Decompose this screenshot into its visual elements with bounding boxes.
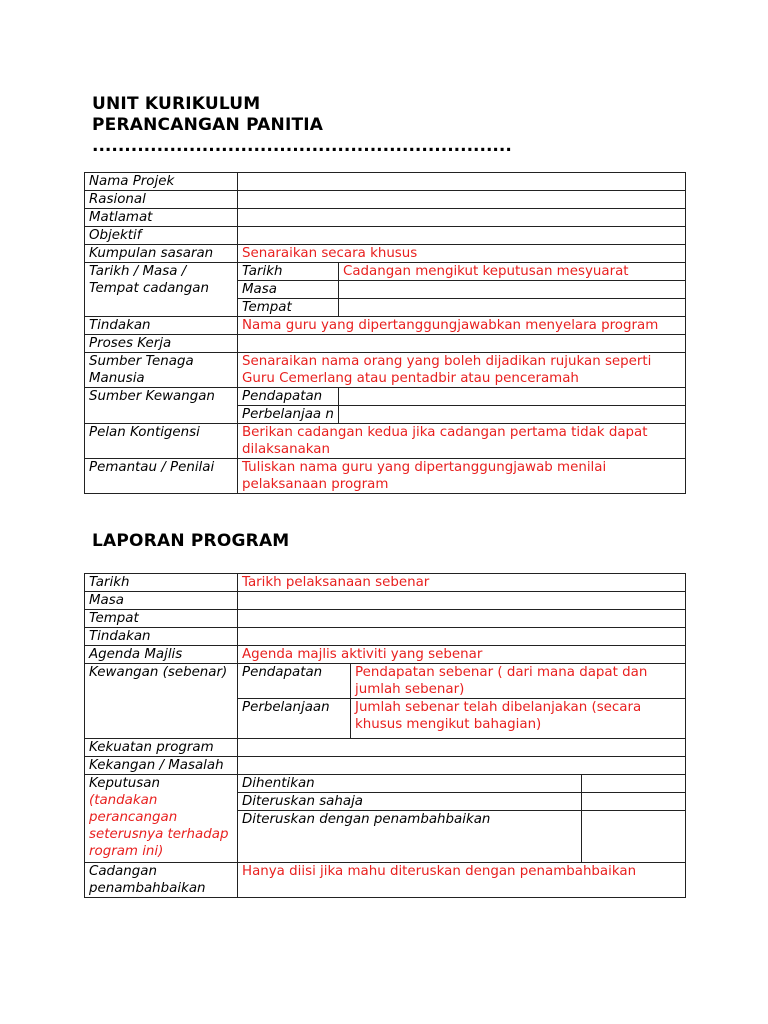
label-kewangan: Kewangan (sebenar) xyxy=(85,664,238,739)
label-agenda-majlis: Agenda Majlis xyxy=(85,646,238,664)
value-objektif[interactable] xyxy=(238,227,686,245)
label-kekangan: Kekangan / Masalah xyxy=(85,757,238,775)
table-row xyxy=(85,775,686,793)
value-tindakan[interactable] xyxy=(238,628,686,646)
report-table xyxy=(84,573,686,898)
table-row xyxy=(85,739,686,757)
note-kumpulan-sasaran: Senaraikan secara khusus xyxy=(238,245,686,263)
value-pendapatan[interactable] xyxy=(339,388,686,406)
planning-table xyxy=(84,172,686,494)
table-row xyxy=(85,664,686,699)
table-row xyxy=(85,424,686,459)
label-matlamat: Matlamat xyxy=(85,209,238,227)
label-perbelanjaan: Perbelanjaan xyxy=(238,699,351,739)
note-pemantau: Tuliskan nama guru yang dipertanggungjawab menilai pelaksanaan program xyxy=(238,459,686,494)
heading-laporan-program: LAPORAN PROGRAM xyxy=(92,531,290,551)
label-tindakan: Tindakan xyxy=(85,317,238,335)
label-masa: Masa xyxy=(238,281,339,299)
label-pelan-kontigensi: Pelan Kontigensi xyxy=(85,424,238,459)
value-nama-projek[interactable] xyxy=(238,173,686,191)
note-cadangan-penambahbaikan: Hanya diisi jika mahu diteruskan dengan penambahbaikan xyxy=(238,863,686,898)
note-tindakan: Nama guru yang dipertanggungjawabkan menyelara program xyxy=(238,317,686,335)
label-kekuatan-program: Kekuatan program xyxy=(85,739,238,757)
table-row xyxy=(85,646,686,664)
value-kekuatan-program[interactable] xyxy=(238,739,686,757)
keputusan-note: (tandakan perancangan seterusnya terhadap rogram ini) xyxy=(89,793,229,859)
checkbox-dihentikan[interactable] xyxy=(582,775,686,793)
table-row xyxy=(85,335,686,353)
label-tempat: Tempat xyxy=(238,299,339,317)
checkbox-diteruskan-penambahbaikan[interactable] xyxy=(582,811,686,863)
value-tempat[interactable] xyxy=(339,299,686,317)
note-pendapatan: Pendapatan sebenar ( dari mana dapat dan jumlah sebenar) xyxy=(351,664,686,699)
heading-unit-kurikulum: UNIT KURIKULUM xyxy=(92,94,261,114)
label-kumpulan-sasaran: Kumpulan sasaran xyxy=(85,245,238,263)
label-sumber-tenaga: Sumber Tenaga Manusia xyxy=(85,353,238,388)
value-tempat[interactable] xyxy=(238,610,686,628)
note-pelan-kontigensi: Berikan cadangan kedua jika cadangan pertama tidak dapat dilaksanakan xyxy=(238,424,686,459)
label-cadangan-penambahbaikan: Cadangan penambahbaikan xyxy=(85,863,238,898)
label-proses-kerja: Proses Kerja xyxy=(85,335,238,353)
label-keputusan xyxy=(85,775,238,863)
option-dihentikan: Dihentikan xyxy=(238,775,582,793)
label-tempat: Tempat xyxy=(85,610,238,628)
value-kekangan[interactable] xyxy=(238,757,686,775)
table-row xyxy=(85,353,686,388)
label-pemantau: Pemantau / Penilai xyxy=(85,459,238,494)
value-matlamat[interactable] xyxy=(238,209,686,227)
checkbox-diteruskan-sahaja[interactable] xyxy=(582,793,686,811)
note-perbelanjaan: Jumlah sebenar telah dibelanjakan (secara khusus mengikut bahagian) xyxy=(351,699,686,739)
label-masa: Masa xyxy=(85,592,238,610)
table-row xyxy=(85,757,686,775)
table-row xyxy=(85,191,686,209)
table-row xyxy=(85,388,686,406)
note-tarikh: Tarikh pelaksanaan sebenar xyxy=(238,574,686,592)
table-row xyxy=(85,592,686,610)
label-tindakan: Tindakan xyxy=(85,628,238,646)
note-tarikh: Cadangan mengikut keputusan mesyuarat xyxy=(339,263,686,281)
table-row xyxy=(85,227,686,245)
note-agenda-majlis: Agenda majlis aktiviti yang sebenar xyxy=(238,646,686,664)
label-tarikh: Tarikh xyxy=(85,574,238,592)
table-row xyxy=(85,209,686,227)
heading-perancangan-panitia: PERANCANGAN PANITIA xyxy=(92,115,324,135)
table-row xyxy=(85,459,686,494)
value-rasional[interactable] xyxy=(238,191,686,209)
label-objektif: Objektif xyxy=(85,227,238,245)
value-masa[interactable] xyxy=(339,281,686,299)
table-row xyxy=(85,263,686,281)
table-row xyxy=(85,628,686,646)
note-sumber-tenaga: Senaraikan nama orang yang boleh dijadikan rujukan seperti Guru Cemerlang atau pentadbir atau penceramah xyxy=(238,353,686,388)
label-tarikh-masa-tempat: Tarikh / Masa / Tempat cadangan xyxy=(85,263,238,317)
label-pendapatan: Pendapatan xyxy=(238,388,339,406)
value-proses-kerja[interactable] xyxy=(238,335,686,353)
value-perbelanjaan[interactable] xyxy=(339,406,686,424)
option-diteruskan-penambahbaikan: Diteruskan dengan penambahbaikan xyxy=(238,811,582,863)
table-row xyxy=(85,610,686,628)
label-perbelanjaan: Perbelanjaa n xyxy=(238,406,339,424)
heading-dotted-line: ................................................................. xyxy=(92,136,512,156)
value-masa[interactable] xyxy=(238,592,686,610)
option-diteruskan-sahaja: Diteruskan sahaja xyxy=(238,793,582,811)
label-nama-projek: Nama Projek xyxy=(85,173,238,191)
table-row xyxy=(85,863,686,898)
label-tarikh: Tarikh xyxy=(238,263,339,281)
table-row xyxy=(85,317,686,335)
label-pendapatan: Pendapatan xyxy=(238,664,351,699)
keputusan-title: Keputusan xyxy=(89,776,160,791)
label-rasional: Rasional xyxy=(85,191,238,209)
table-row xyxy=(85,245,686,263)
table-row xyxy=(85,574,686,592)
label-sumber-kewangan: Sumber Kewangan xyxy=(85,388,238,424)
table-row xyxy=(85,173,686,191)
